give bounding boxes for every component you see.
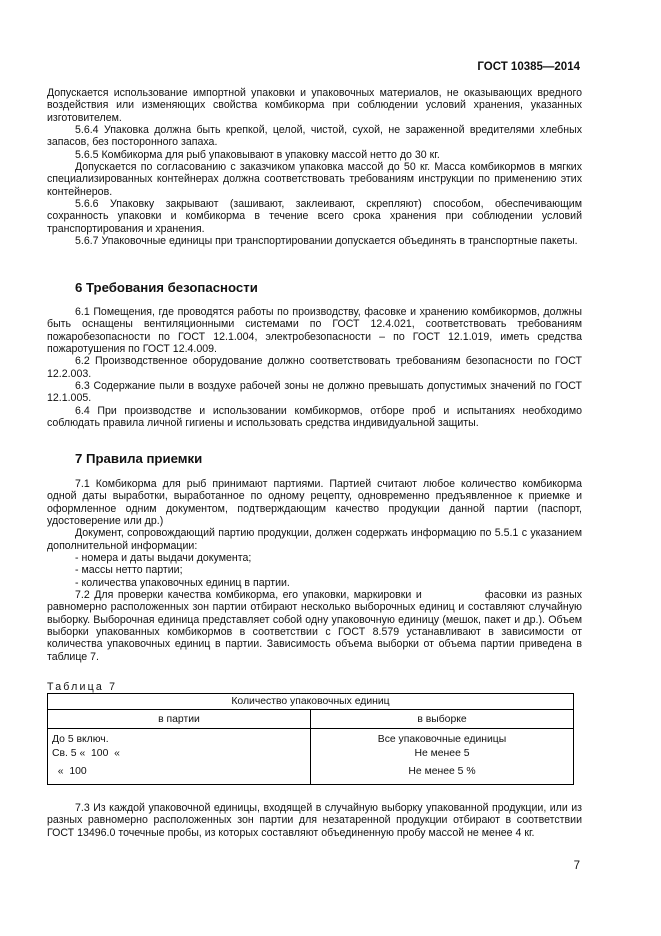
table-cell: « 100 [48,763,311,785]
list-item: - массы нетто партии; [75,564,183,577]
table-group-header: Количество упаковочных единиц [48,694,574,710]
paragraph: 6.4 При производстве и использовании комбикормов, отборе проб и испытаниях необходимо соблюдать правила личной гигиены и использовать средства индивидуальной защиты. [47,404,582,430]
table-cell: Не менее 5 [414,748,470,759]
table-cell: Не менее 5 % [408,765,476,777]
section-5-6-continuation [47,87,582,247]
paragraph: 5.6.4 Упаковка должна быть крепкой, целой, чистой, сухой, не зараженной вредителями хлебных запасов, без посторонного запаха. [47,124,582,149]
paragraph: 6.1 Помещения, где проводятся работы по производству, фасовке и хранению комбикормов, должны быть оснащены вентиляционными системами по ГОСТ 12.4.021, соответствовать требованиям пожаробезопасности по ГОСТ 12.1.004, электробезопасности – по ГОСТ 12.1.019, иметь средства пожаротушения по ГОСТ 12.4.009. [47,306,582,356]
section-7-heading: 7 Правила приемки [75,451,203,466]
table-cell: Все упаковочные единицы [377,733,507,745]
list-item: - количества упаковочных единиц в партии. [75,576,290,589]
table-row [48,729,574,745]
list-item: - номера и даты выдачи документа; [75,552,252,565]
paragraph: 6.2 Производственное оборудование должно соответствовать требованиям безопасности по ГОСТ 12.2.003. [47,355,582,380]
paragraph: 5.6.6 Упаковку закрывают (зашивают, заклеивают, скрепляют) способом, обеспечивающим сохранность упаковки и комбикорма в течение всего срока хранения при соблюдении условий транспортирования и хранения. [47,198,582,235]
paragraph: Допускается использование импортной упаковки и упаковочных материалов, не оказывающих вредного воздействия или изменяющих свойства комбикорма при соблюдении условий хранения, указанных изготовителем. [47,87,582,124]
table-cell: Св. 5 « 100 « [48,745,311,763]
section-7-body [47,478,618,663]
paragraph: 7.2 Для проверки качества комбикорма, его упаковки, маркировки и фасовки из разных равномерно расположенных зон партии отбирают несколько выборочных единиц и составляют случайную выборку. Выборочная единица представляет собой одну упаковочную единицу (мешок, пакет и др.). Объем выборки упакованных комбикормов в соответствии с ГОСТ 8.579 устанавливают в зависимости от количества упаковочных единиц в партии. Зависимость объема выборки от объема партии приведена в таблице 7. [47,589,618,663]
column-header: в выборке [311,710,574,729]
section-6-heading: 6 Требования безопасности [75,280,258,295]
column-header: в партии [48,710,311,729]
paragraph: 5.6.7 Упаковочные единицы при транспортировании допускается объединять в транспортные пакеты. [75,235,578,248]
table-row [48,745,574,763]
table-row [48,763,574,785]
paragraph: 7.3 Из каждой упаковочной единицы, входящей в случайную выборку упакованной продукции, или из разных равномерно расположенных зон партии для незатаренной продукции отбирают в соответствии ГОСТ 13496.0 точечные пробы, из которых составляют объединенную пробу массой не менее 4 кг. [47,802,582,839]
section-7-3 [47,802,582,839]
table-7 [47,693,574,785]
table-caption: Таблица 7 [47,681,118,693]
paragraph: Допускается по согласованию с заказчиком упаковка массой до 50 кг. Масса комбикормов в мягких специализированных контейнерах должна соответствовать требованиям инструкции по применению этих контейнеров. [47,161,582,198]
document-header: ГОСТ 10385—2014 [477,61,580,73]
paragraph: 7.1 Комбикорма для рыб принимают партиями. Партией считают любое количество комбикорма одной даты выработки, выработанное по одному рецепту, одновременно предъявленное к приемке и оформленное одним документом, подтверждающим качество продукции данной партии (паспорт, удостоверение или др.) [47,478,582,528]
paragraph: 6.3 Содержание пыли в воздухе рабочей зоны не должно превышать допустимых значений по ГОСТ 12.1.005. [47,380,582,405]
paragraph: Документ, сопровождающий партию продукции, должен содержать информацию по 5.5.1 с указанием дополнительной информации: [47,527,582,552]
table-cell: До 5 включ. [48,729,311,745]
page-number: 7 [573,860,580,872]
paragraph: 5.6.5 Комбикорма для рыб упаковывают в упаковку массой нетто до 30 кг. [75,148,440,161]
section-6-body [47,306,582,429]
